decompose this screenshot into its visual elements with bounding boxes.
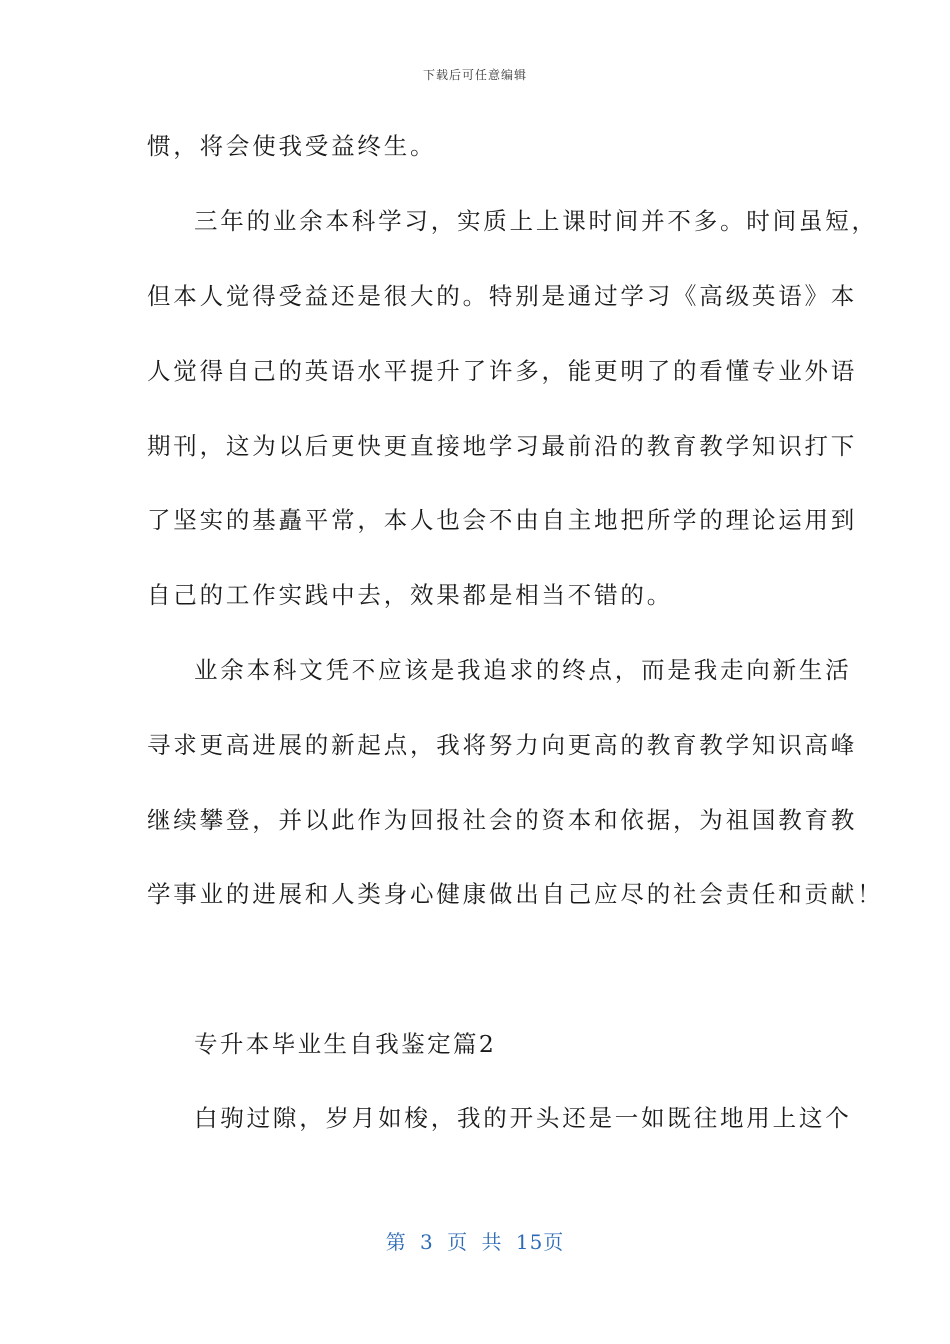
page-footer (0, 1226, 950, 1255)
text-line: 继续攀登，并以此作为回报社会的资本和依据，为祖国教育教 (147, 806, 858, 834)
text-line: 三年的业余本科学习，实质上上课时间并不多。时间虽短， (194, 207, 878, 235)
text-line: 白驹过隙，岁月如梭，我的开头还是一如既往地用上这个 (194, 1104, 852, 1132)
text-line: 自己的工作实践中去，效果都是相当不错的。 (147, 581, 673, 609)
text-line: 惯，将会使我受益终生。 (147, 132, 437, 160)
text-line: 寻求更高进展的新起点，我将努力向更高的教育教学知识高峰 (147, 731, 858, 759)
footer-label-di: 第 (385, 1230, 407, 1254)
text-line: 了坚实的基矗平常，本人也会不由自主地把所学的理论运用到 (147, 506, 858, 534)
text-line: 但本人觉得受益还是很大的。特别是通过学习《高级英语》本 (147, 282, 858, 310)
footer-total-pages: 15页 (515, 1230, 565, 1254)
footer-label-total: 共 (481, 1230, 503, 1254)
footer-page-number: 3 (420, 1230, 434, 1254)
text-line: 学事业的进展和人类身心健康做出自己应尽的社会责任和贡献！ (147, 880, 884, 908)
text-line: 人觉得自己的英语水平提升了许多，能更明了的看懂专业外语 (147, 357, 858, 385)
text-line: 期刊，这为以后更快更直接地学习最前沿的教育教学知识打下 (147, 432, 858, 460)
text-line: 业余本科文凭不应该是我追求的终点，而是我走向新生活 (194, 656, 852, 684)
page-header-note: 下载后可任意编辑 (422, 68, 527, 82)
section-heading: 专升本毕业生自我鉴定篇2 (194, 1030, 497, 1058)
footer-label-page: 页 (447, 1230, 469, 1254)
